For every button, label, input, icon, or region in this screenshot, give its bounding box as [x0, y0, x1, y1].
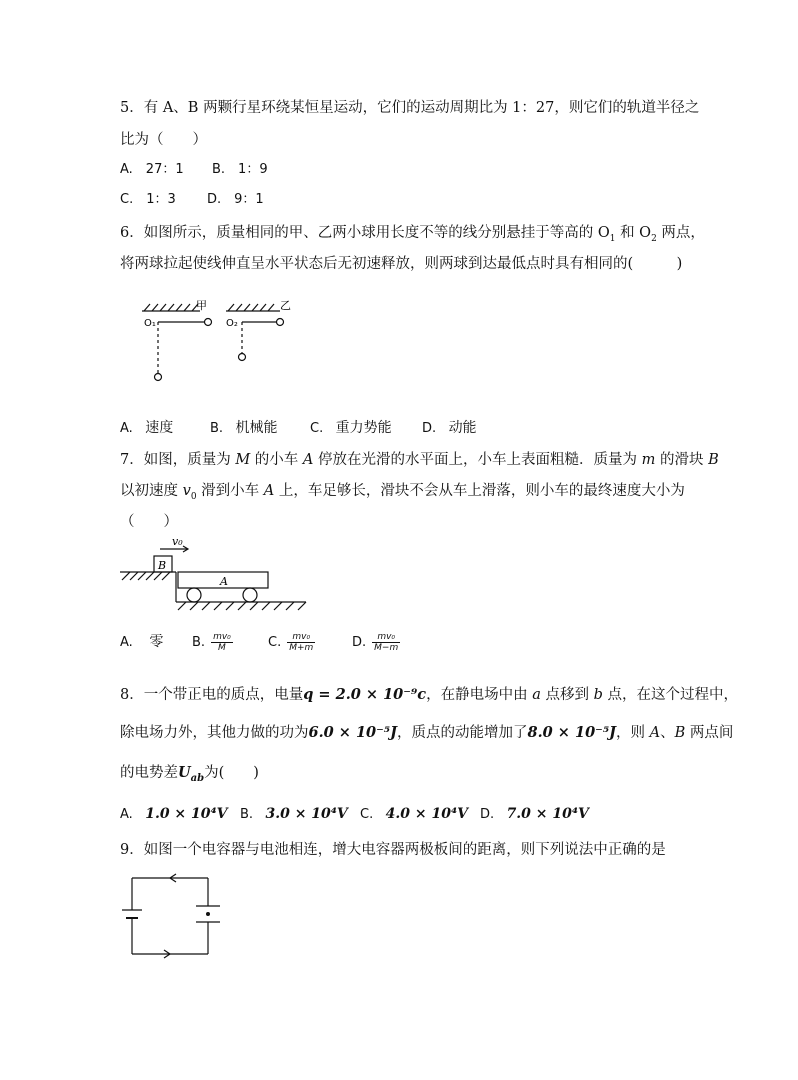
q8-work-value: 6.0 × 10⁻⁵J	[308, 724, 398, 741]
q8-option-b-text: 3.0 × 10⁴V	[265, 806, 348, 822]
q8-text-2e: 两点间	[685, 725, 734, 741]
q5-stem-line2: 比为（ ）	[120, 132, 207, 148]
q6-stem-line2: 将两球拉起使线伸直呈水平状态后无初速释放，则两球到达最低点时具有相同的( )	[120, 256, 683, 272]
q6-option-c-label: C.	[310, 421, 324, 436]
q6-pendulum-figure	[130, 295, 320, 390]
q7-option-d-den: M−m	[374, 643, 399, 653]
q7-option-c-fraction	[287, 632, 315, 653]
q8-option-c-text: 4.0 × 10⁴V	[385, 806, 468, 822]
q7-option-d-label: D.	[352, 635, 367, 650]
q6-option-d	[422, 418, 477, 439]
q8-stem-line2	[120, 723, 733, 743]
q7-fig-label-A: A	[220, 575, 228, 588]
q6-option-a-text: 速度	[145, 420, 174, 436]
q7-option-c	[268, 632, 315, 653]
q8-option-c-label: C.	[360, 807, 374, 822]
q6-fig-label-o1: O₁	[144, 318, 156, 329]
q8-text-b: ，在静电场中由	[426, 687, 533, 703]
q9-stem-line1: 9．如图一个电容器与电池相连，增大电容器两极板间的距离，则下列说法中正确的是	[120, 842, 666, 858]
q7-option-d-fraction	[372, 632, 400, 653]
q8-option-d	[480, 804, 589, 825]
q7-var-m: m	[641, 452, 656, 468]
q6-option-d-text: 动能	[448, 420, 477, 436]
q7-option-c-num: mv₀	[287, 632, 315, 643]
q7-option-c-den: M+m	[289, 643, 314, 653]
q5-stem-line1: 5．有 A、B 两颗行星环绕某恒星运动，它们的运动周期比为 1：27，则它们的轨道半径之	[120, 100, 700, 116]
q7-stem-line1	[120, 450, 719, 470]
q6-option-d-label: D.	[422, 421, 437, 436]
q7-option-d	[352, 632, 400, 653]
q6-text-mid: 和 O	[615, 225, 652, 241]
q8-text-a: 8．一个带正电的质点，电量	[120, 687, 304, 703]
q6-sub-2: 2	[651, 233, 657, 244]
q7-var-M: M	[235, 452, 251, 468]
q8-sub-ab: ab	[190, 772, 205, 784]
q8-var-U: U	[178, 764, 191, 781]
q6-sub-1: 1	[609, 233, 616, 244]
q7-var-A2: A	[263, 483, 275, 499]
q8-stem-line3	[120, 763, 259, 789]
q8-option-c	[360, 804, 468, 825]
q7-text-2b: 滑到小车	[196, 483, 264, 499]
q7-fig-label-v0: v₀	[172, 535, 183, 548]
q6-option-b	[210, 418, 277, 439]
q6-text-post: 两点，	[656, 225, 705, 241]
q7-var-A: A	[302, 452, 314, 468]
q8-point-a: a	[532, 687, 541, 703]
q8-text-3a: 的电势差	[120, 765, 178, 781]
q8-option-a-text: 1.0 × 10⁴V	[145, 806, 228, 822]
q6-stem-line1	[120, 223, 705, 249]
q6-option-a-label: A.	[120, 421, 133, 436]
q7-text-a: 7．如图，质量为	[120, 452, 236, 468]
q7-var-v: v	[182, 483, 191, 499]
q8-text-2d: 、	[660, 725, 675, 741]
q7-option-b-fraction	[211, 632, 233, 653]
q8-option-a	[120, 804, 228, 825]
q7-fig-label-B: B	[158, 559, 167, 572]
q5-option-d: D. 9：1	[207, 192, 264, 207]
q7-stem-line3: （ ）	[120, 514, 178, 530]
q8-text-2b: ，质点的动能增加了	[397, 725, 528, 741]
q6-option-b-label: B.	[210, 421, 224, 436]
q8-var-A: A	[649, 725, 661, 741]
q8-point-b: b	[593, 687, 603, 703]
q8-option-b	[240, 804, 348, 825]
q7-option-b-num: mv₀	[213, 632, 231, 642]
q7-text-c: 停放在光滑的水平面上，小车上表面粗糙．质量为	[313, 452, 642, 468]
q9-charge-dot	[206, 912, 210, 916]
q8-ek-value: 8.0 × 10⁻⁵J	[527, 724, 617, 741]
q6-text-pre: 6．如图所示，质量相同的甲、乙两小球用长度不等的线分别悬挂于等高的 O	[120, 225, 610, 241]
q8-option-d-label: D.	[480, 807, 495, 822]
q7-sub-0: 0	[190, 491, 197, 502]
q7-option-b-den: M	[218, 643, 226, 653]
q7-text-b: 的小车	[250, 452, 303, 468]
q7-option-d-num: mv₀	[372, 632, 400, 643]
q8-text-c: 点移到	[540, 687, 594, 703]
q6-fig-label-jia: 甲	[196, 299, 207, 312]
q7-option-c-label: C.	[268, 635, 282, 650]
q7-option-b-label: B.	[192, 635, 206, 650]
q8-option-d-text: 7.0 × 10⁴V	[506, 806, 589, 822]
q8-text-d: 点，在这个过程中，	[602, 687, 738, 703]
q7-cart-figure	[120, 534, 310, 614]
q8-stem-line1	[120, 685, 738, 705]
q7-text-2a: 以初速度	[120, 483, 183, 499]
q8-text-2c: ，则	[616, 725, 650, 741]
q5-option-c: C. 1：3	[120, 192, 176, 207]
q7-option-b	[192, 632, 233, 653]
q8-charge-value: q = 2.0 × 10⁻⁹c	[303, 686, 427, 703]
q9-capacitor-circuit-figure	[120, 870, 230, 962]
q7-option-a	[120, 632, 163, 653]
q8-text-3b: 为( )	[204, 765, 259, 781]
q6-fig-label-yi: 乙	[280, 299, 291, 312]
q8-var-B: B	[674, 725, 686, 741]
q6-fig-label-o2: O₂	[226, 318, 238, 329]
q6-option-c	[310, 418, 392, 439]
q7-option-a-text: 零	[149, 634, 164, 650]
q7-option-a-label: A.	[120, 635, 133, 650]
q5-option-a: A. 27：1	[120, 162, 184, 177]
q7-text-d: 的滑块	[655, 452, 709, 468]
q7-var-B: B	[708, 452, 719, 468]
q8-option-b-label: B.	[240, 807, 254, 822]
q8-text-2a: 除电场力外，其他力做的功为	[120, 725, 309, 741]
q8-option-a-label: A.	[120, 807, 133, 822]
q7-stem-line2	[120, 481, 685, 507]
q5-option-b: B. 1：9	[212, 162, 268, 177]
q7-text-2c: 上，车足够长，滑块不会从车上滑落，则小车的最终速度大小为	[274, 483, 685, 499]
q6-option-a	[120, 418, 173, 439]
q6-option-b-text: 机械能	[235, 420, 278, 436]
q6-option-c-text: 重力势能	[335, 420, 392, 436]
